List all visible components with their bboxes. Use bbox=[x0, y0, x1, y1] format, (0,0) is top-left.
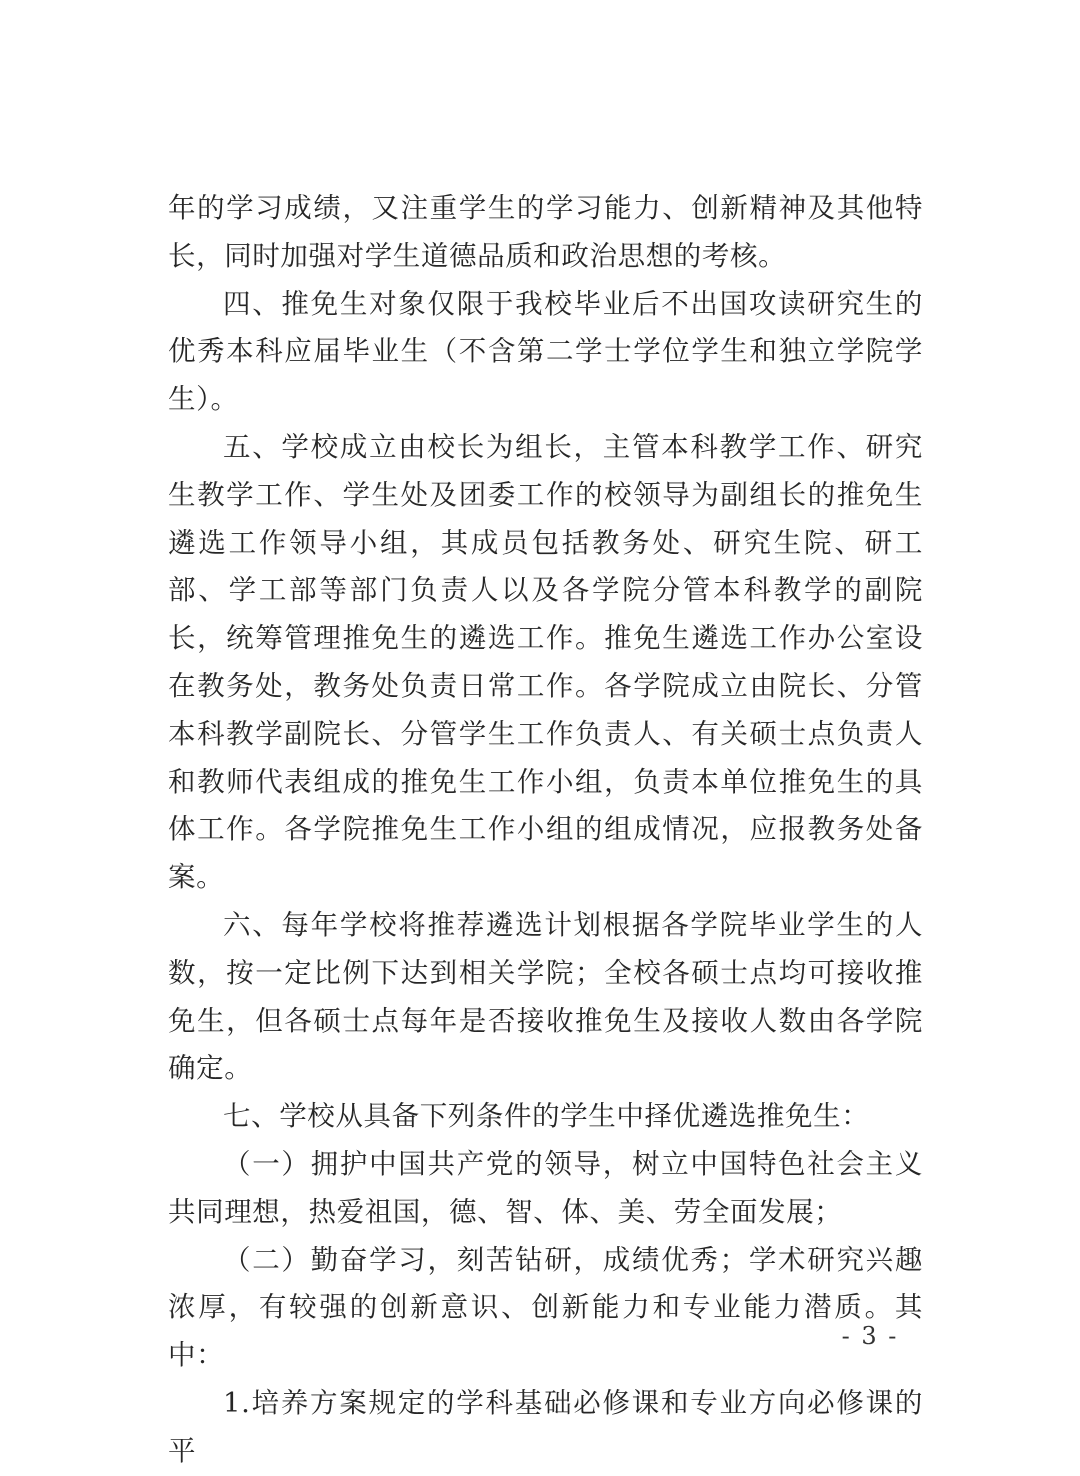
document-body bbox=[168, 185, 923, 1476]
paragraph-item-4: 四、推免生对象仅限于我校毕业后不出国攻读研究生的优秀本科应届毕业生（不含第二学士学位学生和独立学院学生）。 bbox=[168, 287, 923, 416]
page-number-footer bbox=[0, 1322, 1080, 1350]
paragraph-continuation: 年的学习成绩，又注重学生的学习能力、创新精神及其他特长，同时加强对学生道德品质和政治思想的考核。 bbox=[168, 192, 923, 272]
paragraph-item-7: 七、学校从具备下列条件的学生中择优遴选推免生： bbox=[223, 1100, 870, 1133]
paragraph-condition-1: （一）拥护中国共产党的领导，树立中国特色社会主义共同理想，热爱祖国，德、智、体、美、劳全面发展； bbox=[168, 1147, 923, 1228]
paragraph-item-5: 五、学校成立由校长为组长，主管本科教学工作、研究生教学工作、学生处及团委工作的校领导为副组长的推免生遴选工作领导小组，其成员包括教务处、研究生院、研工部、学工部等部门负责人以及各学院分管本科教学的副院长，统筹管理推免生的遴选工作。推免生遴选工作办公室设在教务处，教务处负责日常工作。各学院成立由院长、分管本科教学副院长、分管学生工作负责人、有关硕士点负责人和教师代表组成的推免生工作小组，负责本单位推免生的具体工作。各学院推免生工作小组的组成情况，应报教务处备案。 bbox=[168, 430, 923, 894]
paragraph-item-6: 六、每年学校将推荐遴选计划根据各学院毕业学生的人数，按一定比例下达到相关学院；全校各硕士点均可接收推免生，但各硕士点每年是否接收推免生及接收人数由各学院确定。 bbox=[168, 908, 923, 1085]
page-number: - 3 - bbox=[841, 1322, 899, 1350]
paragraph-subitem-1: 1.培养方案规定的学科基础必修课和专业方向必修课的平 bbox=[168, 1386, 923, 1467]
paragraph-condition-2: （二）勤奋学习，刻苦钻研，成绩优秀；学术研究兴趣浓厚，有较强的创新意识、创新能力和专业能力潜质。其中： bbox=[168, 1243, 923, 1372]
